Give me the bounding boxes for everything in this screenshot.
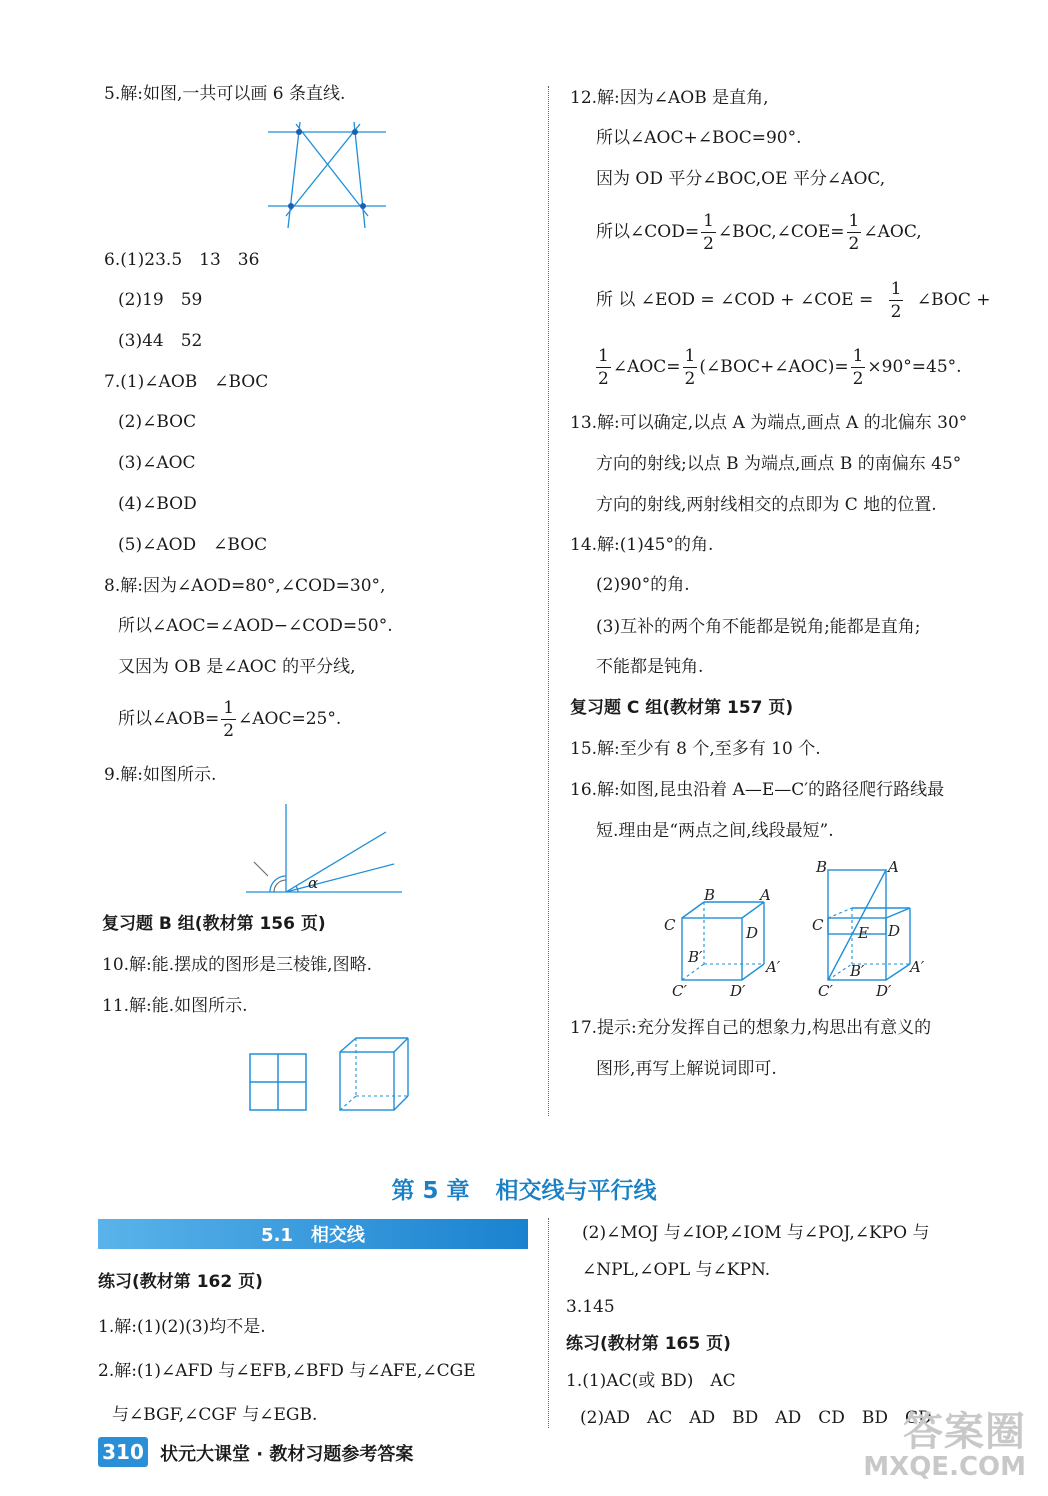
answer-12-line6-b: (∠BOC+∠AOC)= — [699, 357, 849, 377]
fraction-numerator: 1 — [852, 346, 864, 366]
practice-165-heading: 练习(教材第 165 页) — [566, 1334, 731, 1354]
answer-12-line4-c: ∠AOC, — [863, 222, 922, 242]
answer-12-line2: 所以∠AOC+∠BOC=90°. — [596, 128, 802, 148]
chapter-title — [0, 1172, 1048, 1205]
column-divider-bottom — [548, 1218, 549, 1428]
answer-14-line1: 14.解:(1)45°的角. — [570, 535, 714, 555]
figure-cube-1 — [660, 888, 790, 1000]
practice2-answer-1-line2: (2)AD AC AD BD AD CD BD CD — [580, 1408, 932, 1428]
practice-162-heading: 练习(教材第 162 页) — [98, 1272, 263, 1292]
answer-9: 9.解:如图所示. — [104, 765, 217, 785]
practice-answer-2-line1: 2.解:(1)∠AFD 与∠EFB,∠BFD 与∠AFE,∠CGE — [98, 1361, 476, 1381]
answer-5: 5.解:如图,一共可以画 6 条直线. — [104, 84, 346, 104]
answer-8-line4 — [118, 697, 341, 742]
cube2-label-a-prime: A′ — [910, 958, 925, 976]
fraction-half — [889, 278, 904, 323]
answer-12-line4-b: ∠BOC,∠COE= — [717, 222, 845, 242]
cube2-label-d: D — [888, 922, 901, 940]
figure-cube-2-unfolded — [808, 852, 938, 1000]
answer-7-5: (5)∠AOD ∠BOC — [118, 535, 268, 555]
cube1-label-a-prime: A′ — [766, 958, 781, 976]
cube2-label-b-prime: B′ — [850, 962, 865, 980]
book-title: 状元大课堂 · 教材习题参考答案 — [160, 1444, 414, 1465]
fraction-half — [847, 210, 862, 255]
fraction-numerator: 1 — [223, 698, 235, 718]
answer-6-2: (2)19 59 — [118, 290, 203, 310]
review-c-heading: 复习题 C 组(教材第 157 页) — [570, 698, 794, 718]
alpha-label: α — [308, 874, 319, 892]
cube2-label-e: E — [858, 924, 869, 942]
cube2-label-c-prime: C′ — [818, 982, 833, 1000]
cube1-label-b: B — [704, 886, 716, 904]
fraction-half — [683, 345, 698, 390]
cube1-label-d-prime: D′ — [730, 982, 746, 1000]
answer-16-line1: 16.解:如图,昆虫沿着 A—E—C′的路径爬行路线最 — [570, 780, 945, 800]
answer-8-line4-b: ∠AOC=25°. — [238, 709, 342, 729]
cube1-label-c-prime: C′ — [672, 982, 687, 1000]
fraction-denominator: 2 — [684, 369, 696, 389]
answer-8-line2: 所以∠AOC=∠AOD−∠COD=50°. — [118, 616, 393, 636]
cube1-label-a: A — [760, 886, 771, 904]
answer-17-line2: 图形,再写上解说词即可. — [596, 1059, 777, 1079]
fraction-numerator: 1 — [598, 346, 609, 366]
chapter-name: 相交线与平行线 — [495, 1178, 657, 1204]
answer-14-line3: (3)互补的两个角不能都是锐角;能都是直角; — [596, 617, 921, 637]
answer-14-line4: 不能都是钝角. — [596, 657, 704, 677]
answer-12-line5-a: 所 以 ∠EOD = ∠COD + ∠COE = — [596, 290, 874, 310]
column-divider-top — [548, 86, 549, 1116]
fraction-half — [221, 697, 236, 742]
practice-answer-2-line3: (2)∠MOJ 与∠IOP,∠IOM 与∠POJ,∠KPO 与 — [582, 1223, 930, 1243]
cube2-label-d-prime: D′ — [876, 982, 892, 1000]
practice-answer-3: 3.145 — [566, 1297, 615, 1317]
page-number: 310 — [98, 1437, 148, 1467]
review-b-heading: 复习题 B 组(教材第 156 页) — [102, 914, 326, 934]
answer-12-line5-b: ∠BOC + — [916, 290, 991, 310]
answer-6-1: 6.(1)23.5 13 36 — [104, 250, 260, 270]
fraction-numerator: 1 — [890, 279, 902, 299]
answer-12-line5 — [596, 278, 991, 323]
cube1-label-c: C — [664, 916, 676, 934]
fraction-numerator: 1 — [703, 211, 714, 231]
cube2-label-a: A — [888, 858, 899, 876]
answer-7-3: (3)∠AOC — [118, 453, 196, 473]
fraction-denominator: 2 — [598, 369, 609, 389]
answer-14-line2: (2)90°的角. — [596, 575, 690, 595]
answer-7-4: (4)∠BOD — [118, 494, 197, 514]
practice-answer-2-line2: 与∠BGF,∠CGF 与∠EGB. — [112, 1405, 318, 1425]
answer-12-line6-c: ×90°=45°. — [867, 357, 962, 377]
answer-8-line3: 又因为 OB 是∠AOC 的平分线, — [118, 657, 356, 677]
answer-16-line2: 短.理由是“两点之间,线段最短”. — [596, 821, 834, 841]
answer-8-line4-a: 所以∠AOB= — [118, 709, 220, 729]
answer-10: 10.解:能.摆成的图形是三棱锥,图略. — [102, 955, 372, 975]
cube1-label-d: D — [746, 924, 759, 942]
answer-13-line3: 方向的射线,两射线相交的点即为 C 地的位置. — [596, 495, 937, 515]
fraction-denominator: 2 — [890, 302, 902, 322]
answer-15: 15.解:至少有 8 个,至多有 10 个. — [570, 739, 821, 759]
answer-13-line1: 13.解:可以确定,以点 A 为端点,画点 A 的北偏东 30° — [570, 413, 968, 433]
chapter-number: 第 5 章 — [391, 1178, 470, 1204]
answer-12-line6-a: ∠AOC= — [612, 357, 681, 377]
answer-6-3: (3)44 52 — [118, 331, 203, 351]
answer-7-1: 7.(1)∠AOB ∠BOC — [104, 372, 269, 392]
fraction-half — [851, 345, 866, 390]
answer-17-line1: 17.提示:充分发挥自己的想象力,构思出有意义的 — [570, 1018, 932, 1038]
practice-answer-1: 1.解:(1)(2)(3)均不是. — [98, 1317, 266, 1337]
figure-six-lines — [268, 122, 388, 230]
practice-answer-2-line4: ∠NPL,∠OPL 与∠KPN. — [582, 1260, 771, 1280]
cube1-label-b-prime: B′ — [688, 948, 703, 966]
section-banner — [98, 1219, 528, 1249]
answer-13-line2: 方向的射线;以点 B 为端点,画点 B 的南偏东 45° — [596, 454, 962, 474]
watermark-url: MXQE.COM — [863, 1452, 1026, 1482]
figure-cube-small — [338, 1036, 410, 1112]
fraction-numerator: 1 — [684, 346, 696, 366]
cube2-label-c: C — [812, 916, 824, 934]
fraction-half — [701, 210, 716, 255]
fraction-denominator: 2 — [223, 721, 235, 741]
answer-12-line4-a: 所以∠COD= — [596, 222, 700, 242]
answer-12-line3: 因为 OD 平分∠BOC,OE 平分∠AOC, — [596, 169, 886, 189]
section-title: 5.1 相交线 — [261, 1225, 365, 1246]
answer-7-2: (2)∠BOC — [118, 412, 197, 432]
answer-11: 11.解:能.如图所示. — [102, 996, 248, 1016]
practice2-answer-1-line1: 1.(1)AC(或 BD) AC — [566, 1371, 736, 1391]
fraction-denominator: 2 — [852, 369, 864, 389]
fraction-numerator: 1 — [848, 211, 860, 231]
figure-square-grid — [249, 1053, 307, 1111]
cube2-label-b: B — [816, 858, 828, 876]
answer-12-line4 — [596, 210, 922, 255]
fraction-denominator: 2 — [848, 234, 860, 254]
answer-12-line6 — [594, 345, 962, 390]
fraction-denominator: 2 — [703, 234, 714, 254]
answer-12-line1: 12.解:因为∠AOB 是直角, — [570, 88, 769, 108]
answer-8-line1: 8.解:因为∠AOD=80°,∠COD=30°, — [104, 576, 386, 596]
watermark-logo: 答案圈 — [903, 1409, 1026, 1455]
fraction-half — [596, 345, 611, 390]
figure-angle-alpha — [240, 800, 410, 896]
